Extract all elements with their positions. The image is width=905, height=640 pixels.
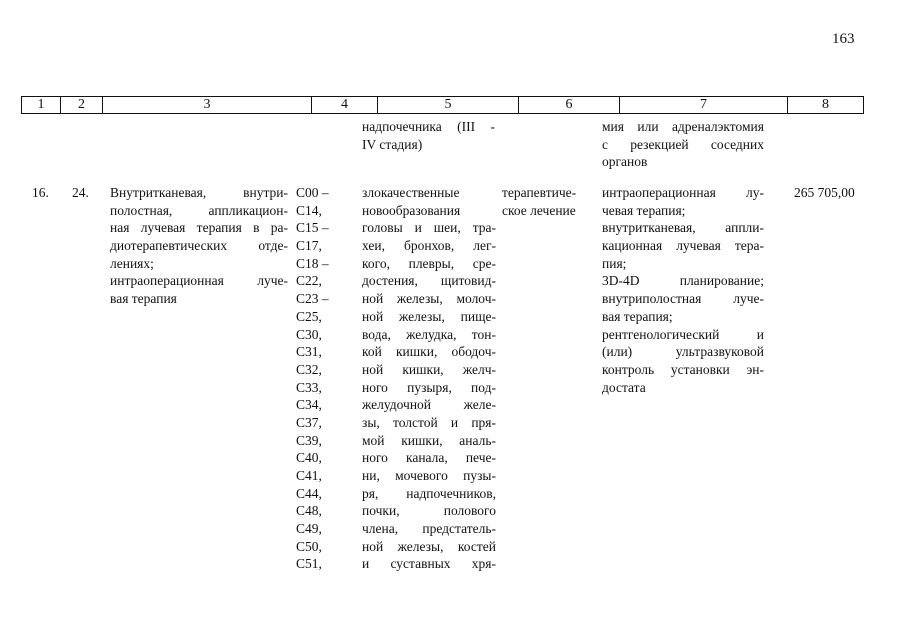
icd-code: С30,	[296, 326, 322, 342]
icd-code: С48,	[296, 503, 322, 519]
text-line: ной железы, молоч-	[362, 291, 496, 307]
text-line: почки, полового	[362, 503, 496, 519]
icd-code: С22,	[296, 273, 322, 289]
text-line: IV стадия)	[362, 136, 423, 152]
text-line: злокачественные	[362, 185, 460, 200]
text-line: рентгенологический и	[602, 326, 764, 342]
icd-codes	[296, 184, 348, 573]
icd-code: С37,	[296, 414, 322, 430]
text-line: ного канала, пече-	[362, 450, 496, 466]
text-line: кационная лучевая тера-	[602, 238, 764, 254]
row-number: 16.	[32, 185, 49, 200]
text-line: интраоперационная лу-	[602, 185, 764, 200]
text-line: и суставных хря-	[362, 556, 496, 572]
cost-value: 265 705,00	[794, 185, 855, 200]
text-line: ной кишки, желч-	[362, 361, 496, 377]
text-line: терапевтиче-	[502, 185, 577, 200]
text-line: достения, щитовид-	[362, 273, 496, 289]
text-line: 3D-4D планирование;	[602, 273, 764, 289]
treatment-type	[502, 184, 590, 219]
text-line: надпочечника (III -	[362, 119, 495, 134]
text-line: ная лучевая терапия в ра-	[110, 220, 288, 236]
text-line: желудочной желе-	[362, 397, 496, 413]
treatment-method	[110, 184, 288, 308]
icd-code: С34,	[296, 397, 322, 413]
text-line: достата	[602, 379, 646, 395]
text-line: ной железы, пище-	[362, 308, 496, 324]
text-line: ни, мочевого пузы-	[362, 468, 496, 483]
text-line: внутриполостная луче-	[602, 291, 764, 307]
text-line: Внутритканевая, внутри-	[110, 185, 288, 200]
icd-code: С00 –	[296, 185, 329, 200]
text-line: ной железы, костей	[362, 538, 496, 554]
text-line: зы, толстой и пря-	[362, 414, 496, 430]
text-line: интраоперационная луче-	[110, 273, 288, 289]
header-cell-1: 1	[22, 97, 61, 113]
header-cell-6: 6	[519, 97, 620, 113]
text-line: кой кишки, ободоч-	[362, 344, 496, 360]
icd-code: С32,	[296, 361, 322, 377]
header-cell-5: 5	[378, 97, 519, 113]
icd-code: С23 –	[296, 291, 329, 307]
header-cell-8: 8	[822, 97, 829, 112]
icd-code: С18 –	[296, 255, 329, 271]
row-subnumber: 24.	[72, 185, 89, 200]
icd-code: С41,	[296, 468, 322, 483]
text-line: ское лечение	[502, 202, 576, 218]
text-line: ного пузыря, под-	[362, 379, 496, 395]
header-cell-2: 2	[61, 97, 103, 113]
icd-code: С31,	[296, 344, 322, 360]
text-line: внутритканевая, аппли-	[602, 220, 764, 236]
text-line: контроль установки эн-	[602, 361, 764, 377]
text-line: полостная, аппликацион-	[110, 202, 288, 218]
icd-code: С15 –	[296, 220, 329, 236]
text-line: диотерапевтических отде-	[110, 238, 288, 254]
icd-code: С14,	[296, 202, 322, 218]
text-line: лениях;	[110, 255, 154, 271]
icd-code: С25,	[296, 308, 322, 324]
icd-code: С39,	[296, 432, 322, 448]
continued-col7	[602, 118, 764, 171]
text-line: вая терапия;	[602, 308, 673, 324]
header-cell-7: 7	[620, 97, 788, 113]
text-line: кого, плевры, сре-	[362, 255, 496, 271]
text-line: вода, желудка, тон-	[362, 326, 496, 342]
icd-code: С51,	[296, 556, 322, 572]
header-cell-3: 3	[103, 97, 312, 113]
text-line: новообразования	[362, 202, 461, 218]
table-header-row	[21, 96, 864, 114]
diagnosis-description	[362, 184, 496, 573]
icd-code: С40,	[296, 450, 322, 466]
page-number: 163	[832, 31, 855, 47]
text-line: ря, надпочечников,	[362, 485, 496, 501]
icd-code: С33,	[296, 379, 322, 395]
text-line: пия;	[602, 255, 627, 271]
text-line: головы и шеи, тра-	[362, 220, 496, 236]
text-line: с резекцией соседних	[602, 136, 764, 152]
icd-code: С44,	[296, 485, 322, 501]
text-line: органов	[602, 154, 648, 170]
continued-col5	[362, 118, 495, 153]
text-line: чевая терапия;	[602, 202, 686, 218]
icd-code: С49,	[296, 521, 322, 537]
text-line: вая терапия	[110, 291, 177, 307]
icd-code: С17,	[296, 238, 322, 254]
text-line: мия или адреналэктомия	[602, 119, 764, 134]
text-line: (или) ультразвуковой	[602, 344, 764, 360]
text-line: хеи, бронхов, лег-	[362, 238, 496, 254]
text-line: члена, предстатель-	[362, 521, 496, 537]
medical-care-method	[602, 184, 764, 396]
header-cell-4: 4	[312, 97, 378, 113]
text-line: мой кишки, аналь-	[362, 432, 496, 448]
icd-code: С50,	[296, 538, 322, 554]
